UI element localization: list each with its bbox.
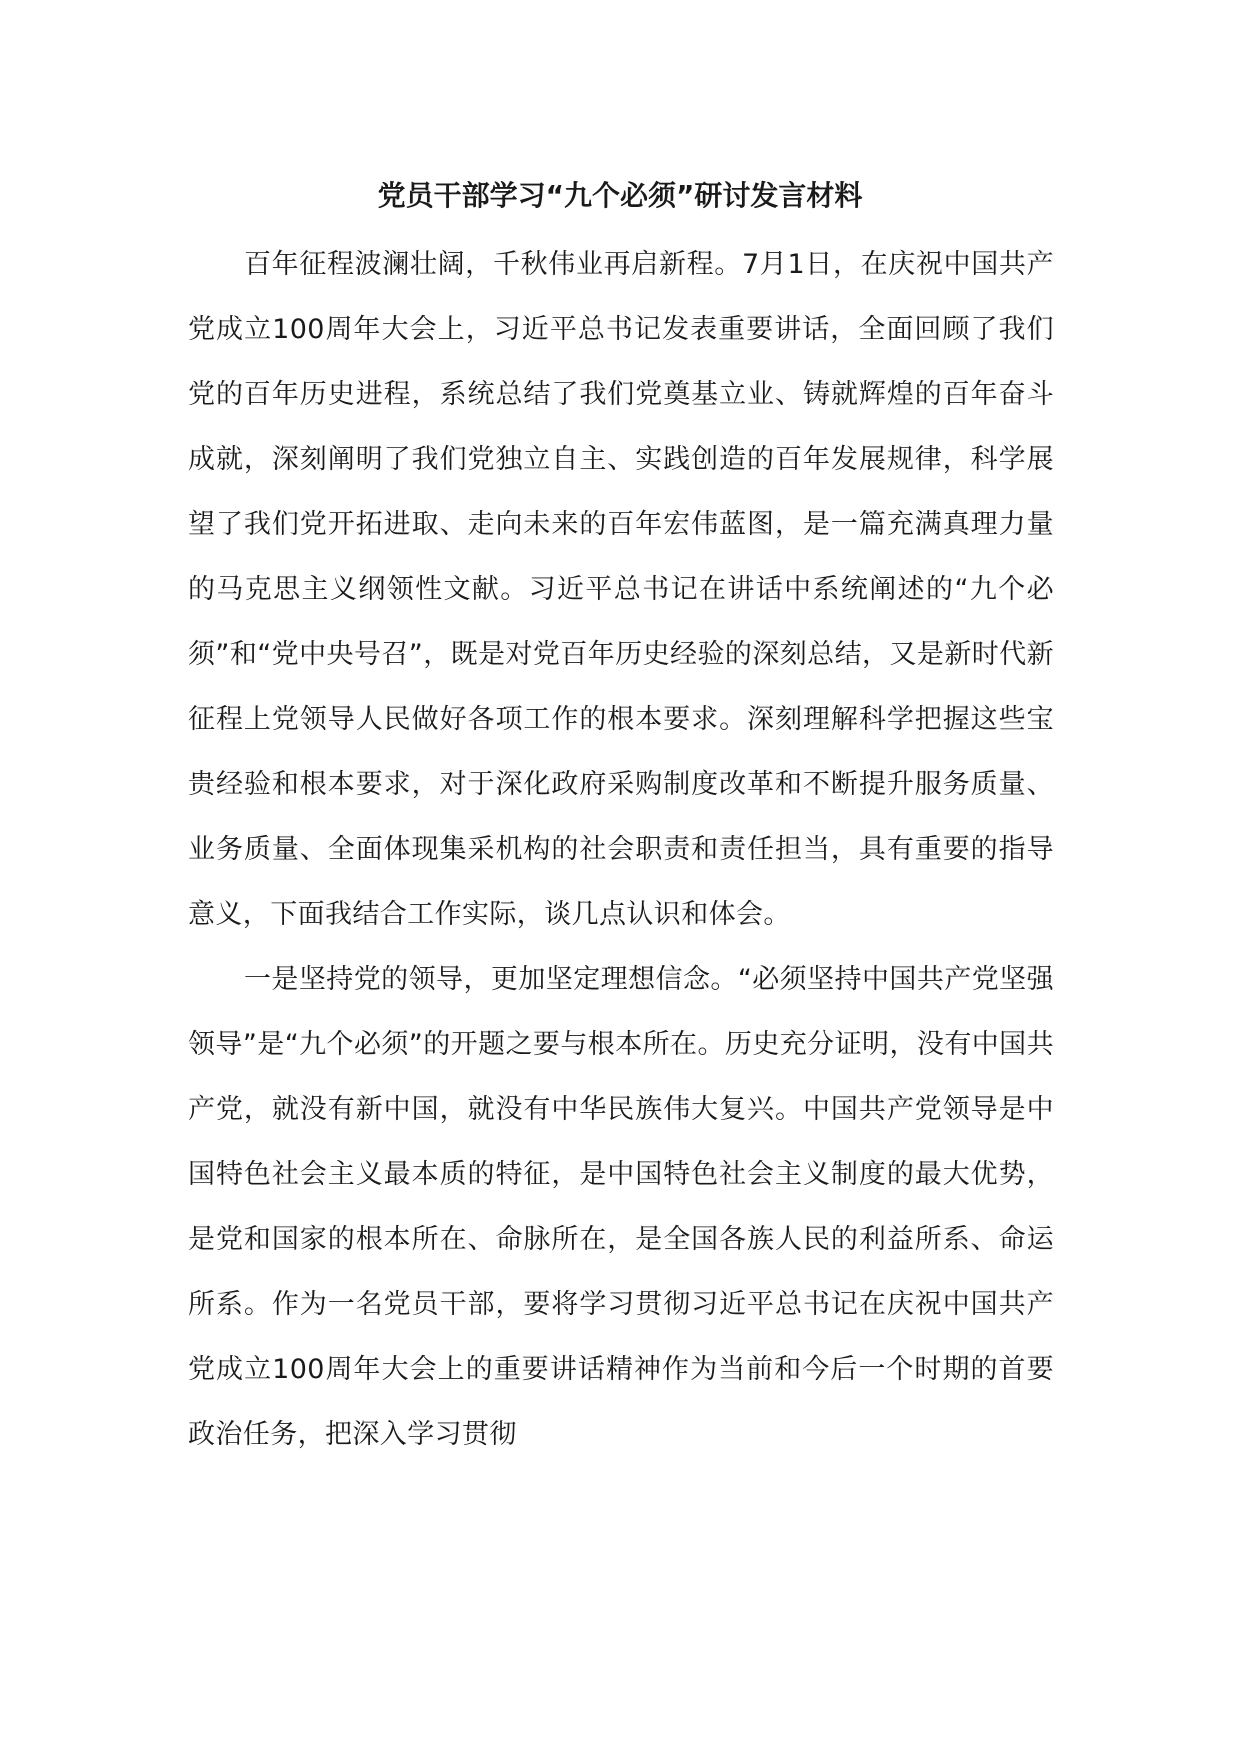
body-paragraph-intro: 百年征程波澜壮阔，千秋伟业再启新程。7月1日，在庆祝中国共产党成立100周年大会上，习近平总书记发表重要讲话，全面回顾了我们党的百年历史进程，系统总结了我们党奠基立业、铸就辉煌的百年奋斗成就，深刻阐明了我们党独立自主、实践创造的百年发展规律，科学展望了我们党开拓进取、走向未来的百年宏伟蓝图，是一篇充满真理力量的马克思主义纲领性文献。习近平总书记在讲话中系统阐述的“九个必须”和“党中央号召”，既是对党百年历史经验的深刻总结，又是新时代新征程上党领导人民做好各项工作的根本要求。深刻理解科学把握这些宝贵经验和根本要求，对于深化政府采购制度改革和不断提升服务质量、业务质量、全面体现集采机构的社会职责和责任担当，具有重要的指导意义，下面我结合工作实际，谈几点认识和体会。 <box>188 249 1054 930</box>
document-title: 党员干部学习“九个必须”研讨发言材料 <box>377 179 863 212</box>
document-body <box>188 232 1054 1467</box>
body-paragraph-point-one: 一是坚持党的领导，更加坚定理想信念。“必须坚持中国共产党坚强领导”是“九个必须”的开题之要与根本所在。历史充分证明，没有中国共产党，就没有新中国，就没有中华民族伟大复兴。中国共产党领导是中国特色社会主义最本质的特征，是中国特色社会主义制度的最大优势，是党和国家的根本所在、命脉所在，是全国各族人民的利益所系、命运所系。作为一名党员干部，要将学习贯彻习近平总书记在庆祝中国共产党成立100周年大会上的重要讲话精神作为当前和今后一个时期的首要政治任务，把深入学习贯彻 <box>188 964 1054 1450</box>
